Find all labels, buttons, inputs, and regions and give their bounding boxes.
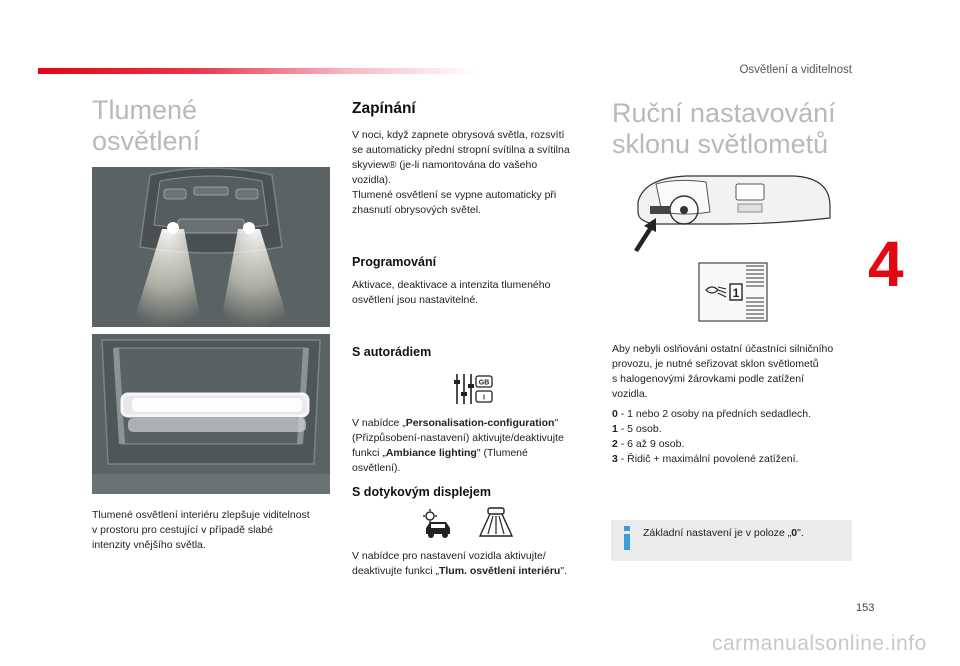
left-title-line1: Tlumené xyxy=(92,95,198,125)
left-caption-line-3: intenzity vnějšího světla. xyxy=(92,539,206,551)
chapter-number: 4 xyxy=(868,228,904,300)
car-settings-icon xyxy=(420,508,456,540)
right-title-line2: sklonu světlometů xyxy=(612,129,829,159)
info-note-text xyxy=(643,526,804,541)
zapinani-line-1: V noci, když zapnete obrysová světla, rozsvítí xyxy=(352,129,565,141)
autoradio-l3-post: " (Tlumené xyxy=(476,447,528,459)
heading-dotykovy-displej: S dotykovým displejem xyxy=(352,485,491,499)
dotykovy-l2-pre: deaktivujte funkci „ xyxy=(352,565,439,577)
setting-2-text: - 6 až 9 osob. xyxy=(617,438,685,450)
dotykovy-line-1: V nabídce pro nastavení vozidla aktivujte/ xyxy=(352,550,546,562)
autoradio-line-2: (Přizpůsobení-nastavení) aktivujte/deaktivujte xyxy=(352,432,564,444)
setting-2-key: 2 xyxy=(612,438,618,450)
setting-1 xyxy=(612,422,811,437)
programovani-line-2: osvětlení jsou nastavitelné. xyxy=(352,294,479,306)
right-title xyxy=(612,98,836,160)
autoradio-line-4: osvětlení). xyxy=(352,462,401,474)
setting-0 xyxy=(612,407,811,422)
ceiling-light-photo xyxy=(92,167,330,327)
right-title-line1: Ruční nastavování xyxy=(612,98,836,128)
dotykovy-l2-post: ". xyxy=(560,565,567,577)
autoradio-l1-pre: V nabídce „ xyxy=(352,417,406,429)
watermark: carmanualsonline.info xyxy=(712,632,927,655)
left-title xyxy=(92,95,200,157)
setting-3 xyxy=(612,452,811,467)
heading-programovani: Programování xyxy=(352,255,437,269)
programovani-line-1: Aktivace, deaktivace a intenzita tlumeného xyxy=(352,279,551,291)
zapinani-line-5: Tlumené osvětlení se vypne automaticky při xyxy=(352,189,557,201)
page-number: 153 xyxy=(856,602,875,614)
zapinani-line-3: skyview® (je-li namontována do vašeho xyxy=(352,159,538,171)
zapinani-line-4: vozidla). xyxy=(352,174,392,186)
dotykovy-text xyxy=(352,549,567,579)
dotykovy-line-2 xyxy=(352,564,567,579)
note-default-position: 0 xyxy=(791,527,798,539)
note-pre: Základní nastavení je v poloze „ xyxy=(643,527,792,539)
switch-position-value: 1 xyxy=(732,286,740,300)
zapinani-line-2: se automaticky přední stropní svítilna a svítilna xyxy=(352,144,570,156)
header-accent-bar xyxy=(38,68,478,74)
autoradio-function-name: Ambiance lighting xyxy=(385,447,477,459)
right-intro-line-2: provozu, je nutné seřizovat sklon světlometů xyxy=(612,358,819,370)
skyview-light-photo xyxy=(92,334,330,494)
left-title-line2: osvětlení xyxy=(92,126,201,156)
interior-light-icon xyxy=(476,506,516,540)
left-caption xyxy=(92,508,310,553)
info-icon xyxy=(622,526,632,550)
section-title: Osvětlení a viditelnost xyxy=(739,64,852,76)
dotykovy-function-name: Tlum. osvětlení interiéru xyxy=(438,565,561,577)
autoradio-line-3 xyxy=(352,446,564,461)
settings-list xyxy=(612,407,811,467)
setting-0-text: - 1 nebo 2 osoby na předních sedadlech. xyxy=(617,408,812,420)
autoradio-menu-name: Personalisation-configuration xyxy=(405,417,555,429)
right-intro-line-3: s halogenovými žárovkami podle zatížení xyxy=(612,373,805,385)
zapinani-text xyxy=(352,128,570,218)
settings-icon-badge-bottom: I xyxy=(483,394,485,402)
heading-zapinani: Zapínání xyxy=(352,100,416,117)
setting-1-text: - 5 osob. xyxy=(617,423,662,435)
settings-sliders-icon xyxy=(452,372,494,406)
autoradio-text xyxy=(352,416,564,476)
programovani-text xyxy=(352,278,550,308)
heading-autoradio: S autorádiem xyxy=(352,345,432,359)
dashboard-illustration xyxy=(626,172,834,254)
headlamp-adjust-switch xyxy=(698,262,768,322)
left-caption-line-2: v prostoru pro cestující v případě slabé xyxy=(92,524,273,536)
setting-0-key: 0 xyxy=(612,408,618,420)
setting-1-key: 1 xyxy=(612,423,618,435)
autoradio-l1-post: " xyxy=(554,417,559,429)
setting-2 xyxy=(612,437,811,452)
autoradio-line-1 xyxy=(352,416,564,431)
autoradio-l3-pre: funkci „ xyxy=(352,447,386,459)
right-intro-line-4: vozidla. xyxy=(612,388,648,400)
zapinani-line-6: zhasnutí obrysových světel. xyxy=(352,204,481,216)
skyview-light-illustration xyxy=(92,334,330,494)
note-post: ". xyxy=(797,527,804,539)
settings-icon-badge-top: GB xyxy=(478,379,490,387)
left-caption-line-1: Tlumené osvětlení interiéru zlepšuje viditelnost xyxy=(92,509,310,521)
ceiling-light-illustration xyxy=(92,167,330,327)
setting-3-text: - Řidič + maximální povolené zatížení. xyxy=(617,453,799,465)
setting-3-key: 3 xyxy=(612,453,618,465)
right-intro-line-1: Aby nebyli oslňováni ostatní účastníci silničního xyxy=(612,343,834,355)
right-intro-text xyxy=(612,342,833,402)
